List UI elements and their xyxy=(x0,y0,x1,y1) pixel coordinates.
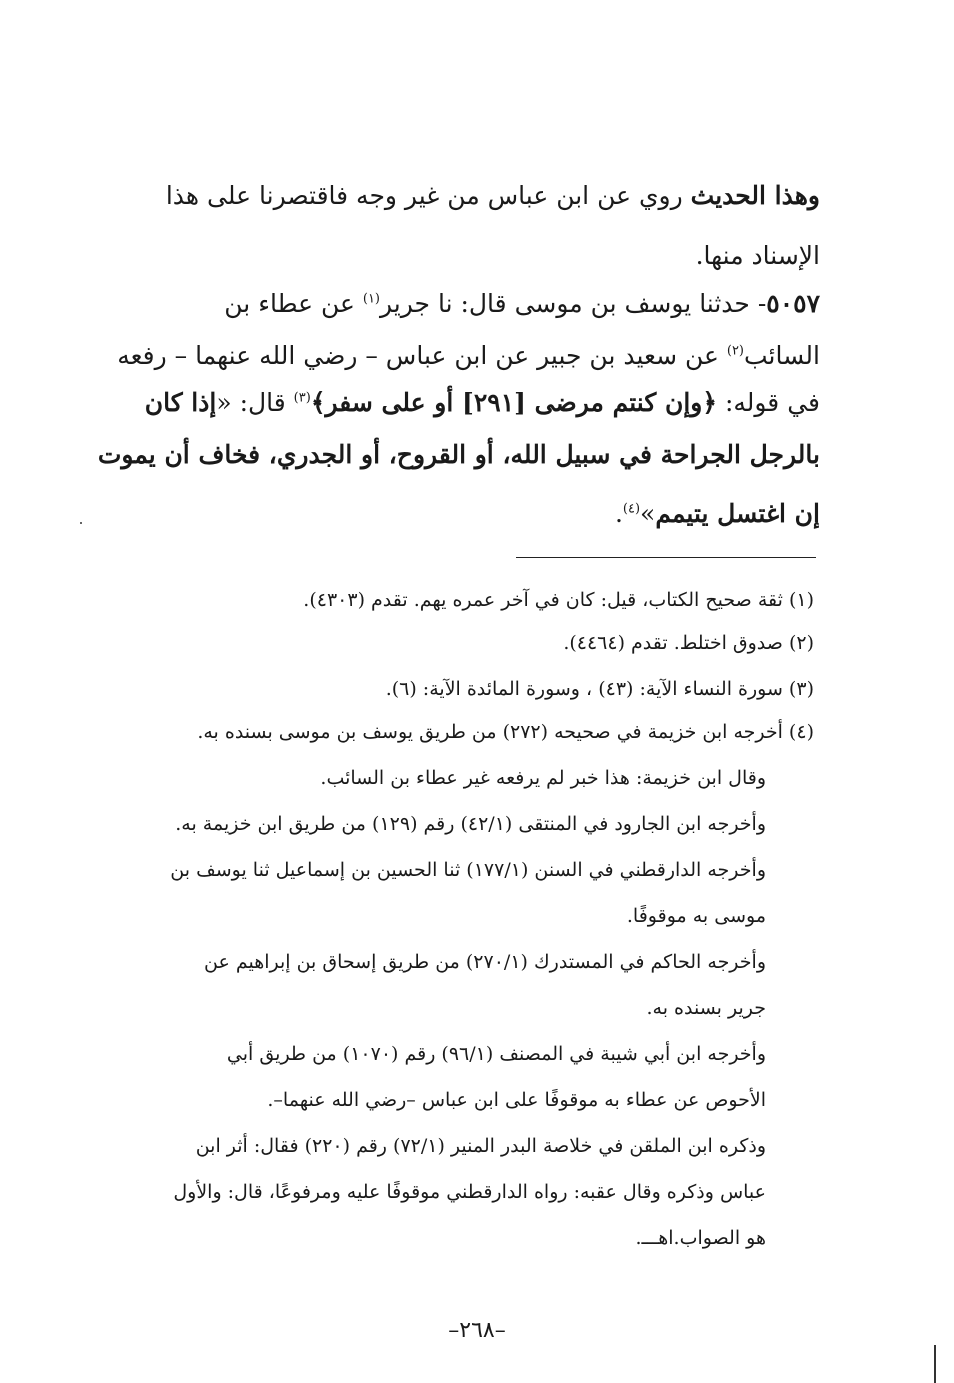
main-text-span: في قوله: xyxy=(717,388,820,417)
footnote-ref-4: (٤) xyxy=(622,501,641,517)
footnote-separator xyxy=(516,557,816,558)
footnote-4-line: عباس وذكره وقال عقبه: رواه الدارقطني موقوفًا عليه ومرفوعًا، قال: والأول xyxy=(173,1181,766,1203)
hadith-header-line xyxy=(224,286,820,322)
main-text-span: عن عطاء بن xyxy=(224,289,363,318)
scan-edge-mark xyxy=(934,1345,936,1383)
hadith-text: إن اغتسل يتيمم xyxy=(655,499,820,528)
main-text-span: عن سعيد بن جبير عن ابن عباس – رضي الله عنهما – رفعه xyxy=(117,341,727,370)
hadith-term: وهذا الحديث xyxy=(690,181,820,210)
footnote-4-line: وأخرجه ابن أبي شيبة في المصنف (٩٦/١) رقم (١٠٧٠) من طريق أبي xyxy=(226,1043,766,1065)
main-text-line-4 xyxy=(117,338,820,374)
footnote-1: (١) ثقة صحيح الكتاب، قيل: كان في آخر عمره يهم. تقدم (٤٣٠٣). xyxy=(303,589,814,611)
footnote-4-line: الأحوص عن عطاء به موقوفًا على ابن عباس –رضي الله عنهما–. xyxy=(267,1089,766,1111)
main-text-span: . xyxy=(614,499,623,528)
footnote-4-line: وأخرجه ابن الجارود في المنتقى (٤٢/١) رقم (١٢٩) من طريق ابن خزيمة به. xyxy=(175,813,766,835)
page-number: –٢٦٨– xyxy=(448,1318,506,1343)
footnote-4-line: هو الصواب.اهـــ. xyxy=(635,1227,766,1249)
main-text-line-1 xyxy=(166,178,820,214)
footnote-3: (٣) سورة النساء الآية: (٤٣) ، وسورة المائدة الآية: (٦). xyxy=(385,678,814,700)
hadith-text: بالرجل الجراحة في سبيل الله، أو القروح، أو الجدري، فخاف أن يموت xyxy=(97,440,820,469)
footnote-4-line: جرير بسنده به. xyxy=(646,997,766,1019)
footnote-ref-3: (٣) xyxy=(293,390,311,406)
main-text-line-6 xyxy=(98,437,820,473)
footnote-4: (٤) أخرجه ابن خزيمة في صحيحه (٢٧٢) من طريق يوسف بن موسى بسنده به. xyxy=(197,721,814,743)
main-text-line-7 xyxy=(615,496,820,532)
scan-speck xyxy=(80,522,82,524)
main-text-span: قال: « xyxy=(216,388,294,417)
hadith-text: إذا كان xyxy=(144,388,217,417)
quran-verse: ﴿وإن كنتم مرضى [٢٩١] أو على سفر﴾ xyxy=(310,388,717,417)
main-text-span: - حدثنا يوسف بن موسى قال: نا جرير xyxy=(380,289,767,318)
footnote-ref-1: (١) xyxy=(362,291,380,307)
footnote-ref-2: (٢) xyxy=(726,343,744,359)
main-text-span: روي عن ابن عباس من غير وجه فاقتصرنا على هذا xyxy=(165,181,691,210)
footnote-4-line: وأخرجه الحاكم في المستدرك (٢٧٠/١) من طريق إسحاق بن إبراهيم عن xyxy=(203,951,766,973)
main-text-span: السائب xyxy=(744,341,820,370)
main-text-span: » xyxy=(640,499,656,528)
footnote-4-line: وذكره ابن الملقن في خلاصة البدر المنير (٧٢/١) رقم (٢٢٠) فقال: أثر ابن xyxy=(195,1135,766,1157)
hadith-number: ٥٠٥٧ xyxy=(766,289,820,318)
footnote-4-line: موسى به موقوفًا. xyxy=(626,905,766,927)
main-text-line-2 xyxy=(696,238,820,274)
main-text-span: الإسناد منها. xyxy=(695,241,820,270)
footnote-4-line: وقال ابن خزيمة: هذا خبر لم يرفعه غير عطاء بن السائب. xyxy=(320,767,766,789)
footnote-2: (٢) صدوق اختلط. تقدم (٤٤٦٤). xyxy=(563,632,814,654)
main-text-line-5 xyxy=(145,385,820,421)
footnote-4-line: وأخرجه الدارقطني في السنن (١٧٧/١) ثنا الحسين بن إسماعيل ثنا يوسف بن xyxy=(170,859,766,881)
